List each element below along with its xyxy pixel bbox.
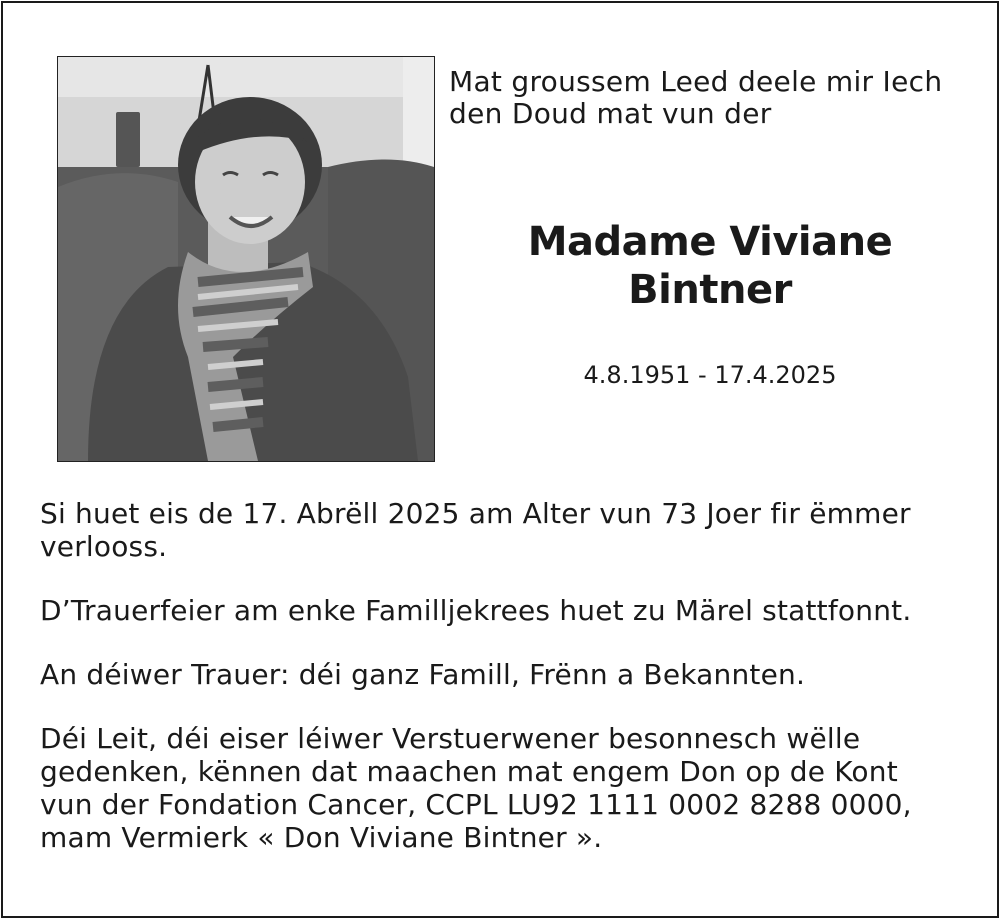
portrait-image	[58, 57, 434, 461]
paragraph-donation: Déi Leit, déi eiser léiwer Verstuerwener besonnesch wëlle gedenken, kënnen dat maachen mat engem Don op de Kont vun der Fondation Cancer, CCPL LU92 1111 0002 8288 0000, mam Vermierk « Don Viviane Bintner ».	[40, 722, 912, 854]
intro-text: Mat groussem Leed deele mir Iech den Doud mat vun der	[449, 65, 943, 130]
life-dates: 4.8.1951 - 17.4.2025	[583, 361, 837, 389]
notice-body	[40, 497, 980, 885]
deceased-name: Madame Viviane Bintner	[527, 219, 893, 313]
paragraph-death-announcement: Si huet eis de 17. Abrëll 2025 am Alter vun 73 Joer fir ëmmer verlooss.	[40, 497, 911, 563]
paragraph-mourners: An déiwer Trauer: déi ganz Famill, Frënn a Bekannten.	[40, 658, 806, 691]
portrait-photo	[57, 56, 435, 462]
paragraph-funeral: D’Trauerfeier am enke Familljekrees huet zu Märel stattfonnt.	[40, 594, 912, 627]
